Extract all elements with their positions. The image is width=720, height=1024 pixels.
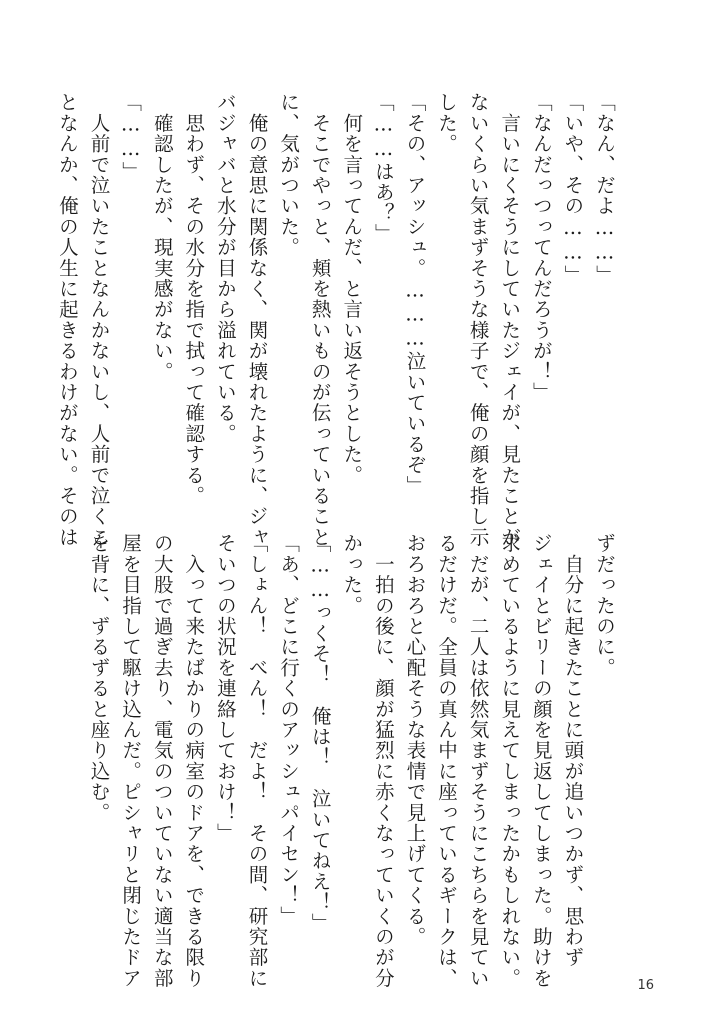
text-line: 何を言ってんだ、と言い返そうとした。 xyxy=(340,92,364,486)
text-line: に、気がついた。 xyxy=(277,92,301,258)
text-line: そいつの状況を連絡しておけ！」 xyxy=(213,533,237,844)
page-number: 16 xyxy=(637,978,654,993)
text-line: 一拍の後に、顔が猛烈に赤くなっていくのが分 xyxy=(371,533,395,989)
text-line: 「……っくそ！ 俺は！ 泣いてねえ！」 xyxy=(308,533,332,934)
text-line: バジャバと水分が目から溢れている。 xyxy=(213,92,237,444)
text-line: 求めているように見えてしまったかもしれない。 xyxy=(498,533,522,989)
text-line: 思わず、その水分を指で拭って確認する。 xyxy=(182,92,206,506)
text-line: 「あ、どこに行くのアッシュパイセン！」 xyxy=(277,533,301,927)
text-line: ずだったのに。 xyxy=(593,533,616,678)
text-line: となんか、俺の人生に起きるわけがない。そのは xyxy=(55,92,79,548)
text-line: 入って来たばかりの病室のドアを、できる限り xyxy=(182,533,206,989)
text-line: 屋を目指して駆け込んだ。ピシャリと閉じたドア xyxy=(119,533,143,989)
text-line: かった。 xyxy=(340,533,364,616)
text-line: 「なんだっつってんだろうが！」 xyxy=(529,92,553,403)
text-line: 「いや、その……」 xyxy=(561,92,585,286)
text-line: 「……はあ？」 xyxy=(371,92,395,244)
text-line: した。 xyxy=(435,92,459,155)
text-line: を背に、ずるずると座り込む。 xyxy=(87,533,111,823)
text-line: るだけだ。全員の真ん中に座っているギークは、 xyxy=(435,533,459,989)
text-line: 「なん、だよ……」 xyxy=(593,92,616,286)
text-block-top xyxy=(51,92,620,548)
text-line: そこでやっと、頬を熱いものが伝っていること xyxy=(308,92,332,548)
text-line: ないくらい気まずそうな様子で、俺の顔を指し示 xyxy=(466,92,490,548)
text-line: 人前で泣いたことなんかないし、人前で泣くこ xyxy=(87,92,111,548)
text-block-bottom xyxy=(83,533,620,989)
text-line: 「しょん！ べん！ だよ！ その間、研究部に xyxy=(245,533,269,989)
text-line: 「……」 xyxy=(119,92,143,182)
text-line: ジェイとビリーの顔を見返してしまった。助けを xyxy=(529,533,553,989)
text-line: 自分に起きたことに頭が追いつかず、思わず xyxy=(561,533,585,968)
text-line: 確認したが、現実感がない。 xyxy=(150,92,174,382)
text-line: おろおろと心配そうな表情で見上げてくる。 xyxy=(403,533,427,947)
text-line: の大股で過ぎ去り、電気のついていない適当な部 xyxy=(150,533,174,989)
text-line: 言いにくそうにしていたジェイが、見たことが xyxy=(498,92,522,548)
text-line: 「その、アッシュ。………泣いているぞ」 xyxy=(403,92,427,496)
text-line: 俺の意思に関係なく、関が壊れたように、ジャ xyxy=(245,92,269,548)
text-line: だが、二人は依然気まずそうにこちらを見てい xyxy=(466,533,490,989)
